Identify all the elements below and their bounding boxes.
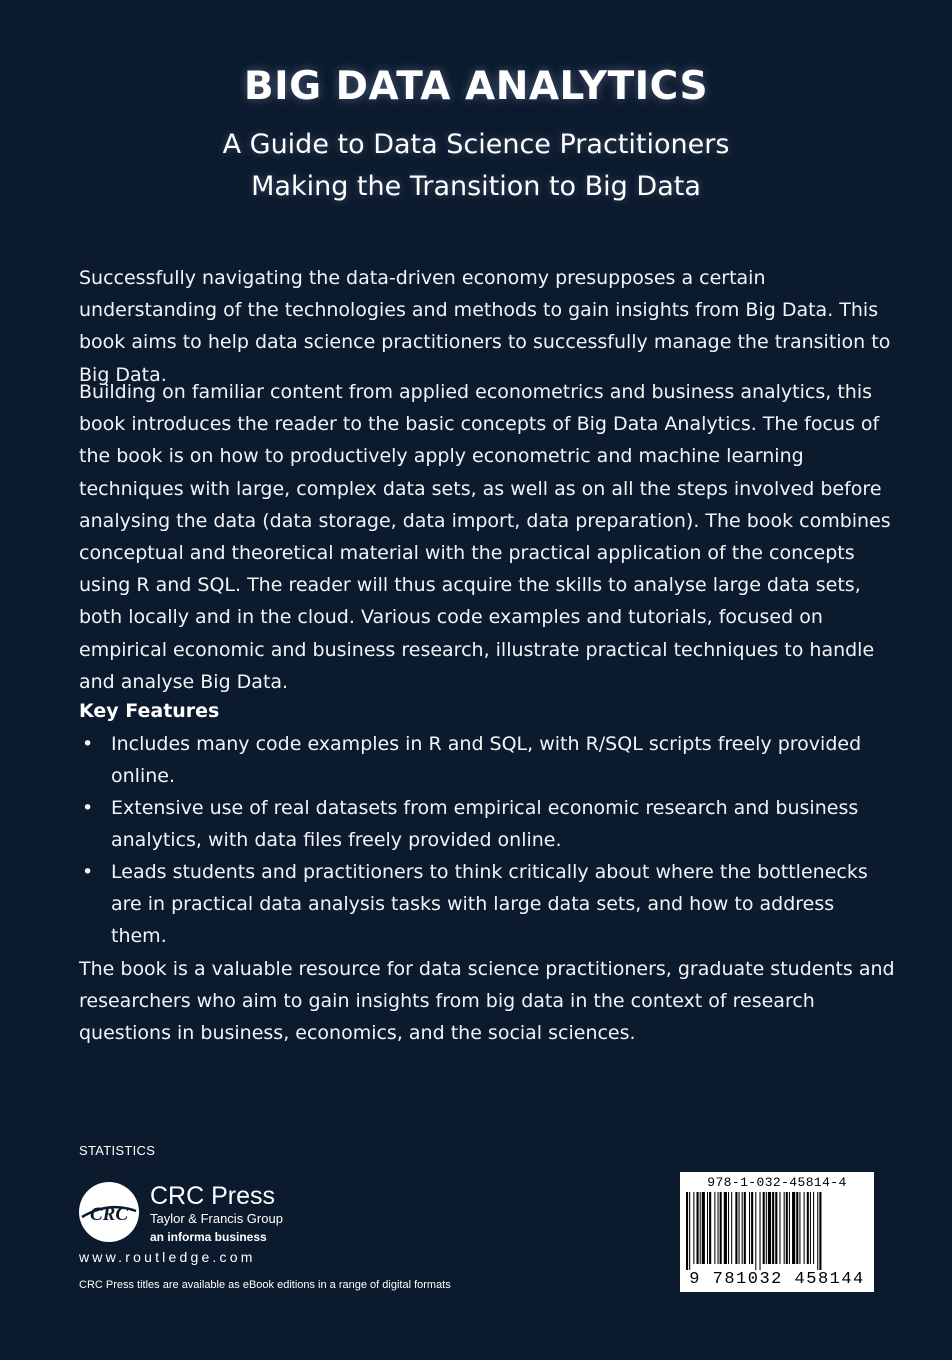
key-features-heading: Key Features [79, 700, 220, 722]
subtitle-line-1: A Guide to Data Science Practitioners [222, 129, 730, 160]
barcode-bar [686, 1192, 688, 1270]
barcode-bar [804, 1192, 805, 1264]
publisher-block [150, 1182, 283, 1246]
barcode-bar [749, 1192, 750, 1264]
publisher-group: Taylor & Francis Group [150, 1211, 283, 1226]
barcode-bar [784, 1192, 785, 1264]
barcode-bar [807, 1192, 809, 1264]
key-feature-item [79, 856, 895, 952]
barcode-bar [742, 1192, 743, 1264]
barcode-bar [724, 1192, 727, 1264]
barcode-bar [772, 1192, 774, 1264]
barcode-bar [789, 1192, 790, 1264]
barcode-bar [709, 1192, 711, 1264]
key-feature-item [79, 728, 895, 792]
publisher-website: www.routledge.com [79, 1249, 256, 1265]
barcode-bar [819, 1192, 821, 1270]
barcode-bar [739, 1192, 740, 1264]
barcode-bar [796, 1192, 798, 1264]
barcode-bar [817, 1192, 818, 1270]
barcode-bar [760, 1192, 761, 1270]
crc-press-logo-icon [78, 1181, 140, 1243]
logo-lettering: CRC [89, 1204, 129, 1225]
book-subtitle [0, 124, 952, 208]
subtitle-line-2: Making the Transition to Big Data [251, 171, 701, 202]
barcode-bar [693, 1192, 694, 1264]
barcode-bar [763, 1192, 765, 1264]
isbn-text: 978-1-032-45814-4 [707, 1175, 847, 1190]
ebook-note: CRC Press titles are available as eBook editions in a range of digital formats [79, 1279, 451, 1291]
key-features-list [79, 728, 895, 952]
isbn-barcode [680, 1172, 874, 1292]
bullet-icon: • [82, 861, 94, 883]
barcode-bar [792, 1192, 795, 1264]
barcode-bar [751, 1192, 753, 1264]
barcode-bar [775, 1192, 777, 1264]
barcode-bar [768, 1192, 771, 1264]
barcode-bar [755, 1192, 756, 1270]
description-paragraph-2: Building on familiar content from applied econometrics and business analytics, this book introduces the reader to the basic concepts of Big Data Analytics. The focus of the book is on how to productively apply econometric and machine learning techniques with large, complex data sets, as well as on all the steps involved before analysing the data (data storage, data import, data preparation). The book combines conceptual and theoretical material with the practical application of the concepts using R and SQL. The reader will thus acquire the skills to analyse large data sets, both locally and in the cloud. Various code examples and tutorials, focused on empirical economic and business research, illustrate practical techniques to handle and analyse Big Data. [79, 381, 891, 693]
barcode-bar [702, 1192, 705, 1264]
book-title: BIG DATA ANALYTICS [243, 64, 709, 109]
barcode-bar [810, 1192, 811, 1264]
barcode-bar [720, 1192, 722, 1264]
bullet-icon: • [82, 797, 94, 819]
barcode-bar [718, 1192, 719, 1264]
barcode-bar [714, 1192, 715, 1264]
subject-category: STATISTICS [79, 1143, 156, 1158]
barcode-bar [689, 1192, 690, 1270]
key-feature-text: Leads students and practitioners to think critically about where the bottlenecks are in practical data analysis tasks with large data sets, and how to address them. [111, 861, 868, 947]
bullet-icon: • [82, 733, 94, 755]
description-paragraph-3: The book is a valuable resource for data science practitioners, graduate students and researchers who aim to gain insights from big data in the context of research questions in business, economics, and the social sciences. [79, 958, 895, 1045]
key-feature-item [79, 792, 895, 856]
key-feature-text: Includes many code examples in R and SQL, with R/SQL scripts freely provided online. [111, 733, 862, 787]
key-feature-text: Extensive use of real datasets from empirical economic research and business analytics, with data files freely provided online. [111, 797, 859, 851]
barcode-bar [697, 1192, 699, 1264]
barcode-bar [731, 1192, 732, 1264]
barcode-digits: 9 781032 458144 [689, 1270, 865, 1289]
barcode-bar [728, 1192, 729, 1264]
barcode-bar [786, 1192, 788, 1264]
publisher-tagline: an informa business [150, 1230, 267, 1244]
barcode-bar [813, 1192, 814, 1264]
barcode-bar [779, 1192, 780, 1264]
barcode-bar [766, 1192, 767, 1264]
barcode-bar [799, 1192, 800, 1264]
barcode-bar [700, 1192, 701, 1264]
publisher-name: CRC Press [150, 1182, 276, 1210]
barcode-bar [707, 1192, 708, 1264]
barcode-bar [744, 1192, 746, 1264]
barcode-bars-icon [684, 1192, 870, 1270]
barcode-bar [735, 1192, 737, 1264]
description-paragraph-1: Successfully navigating the data-driven economy presupposes a certain understanding of the technologies and methods to gain insights from Big Data. This book aims to help data science practitioners to successfully manage the transition to Big Data. [79, 267, 891, 386]
